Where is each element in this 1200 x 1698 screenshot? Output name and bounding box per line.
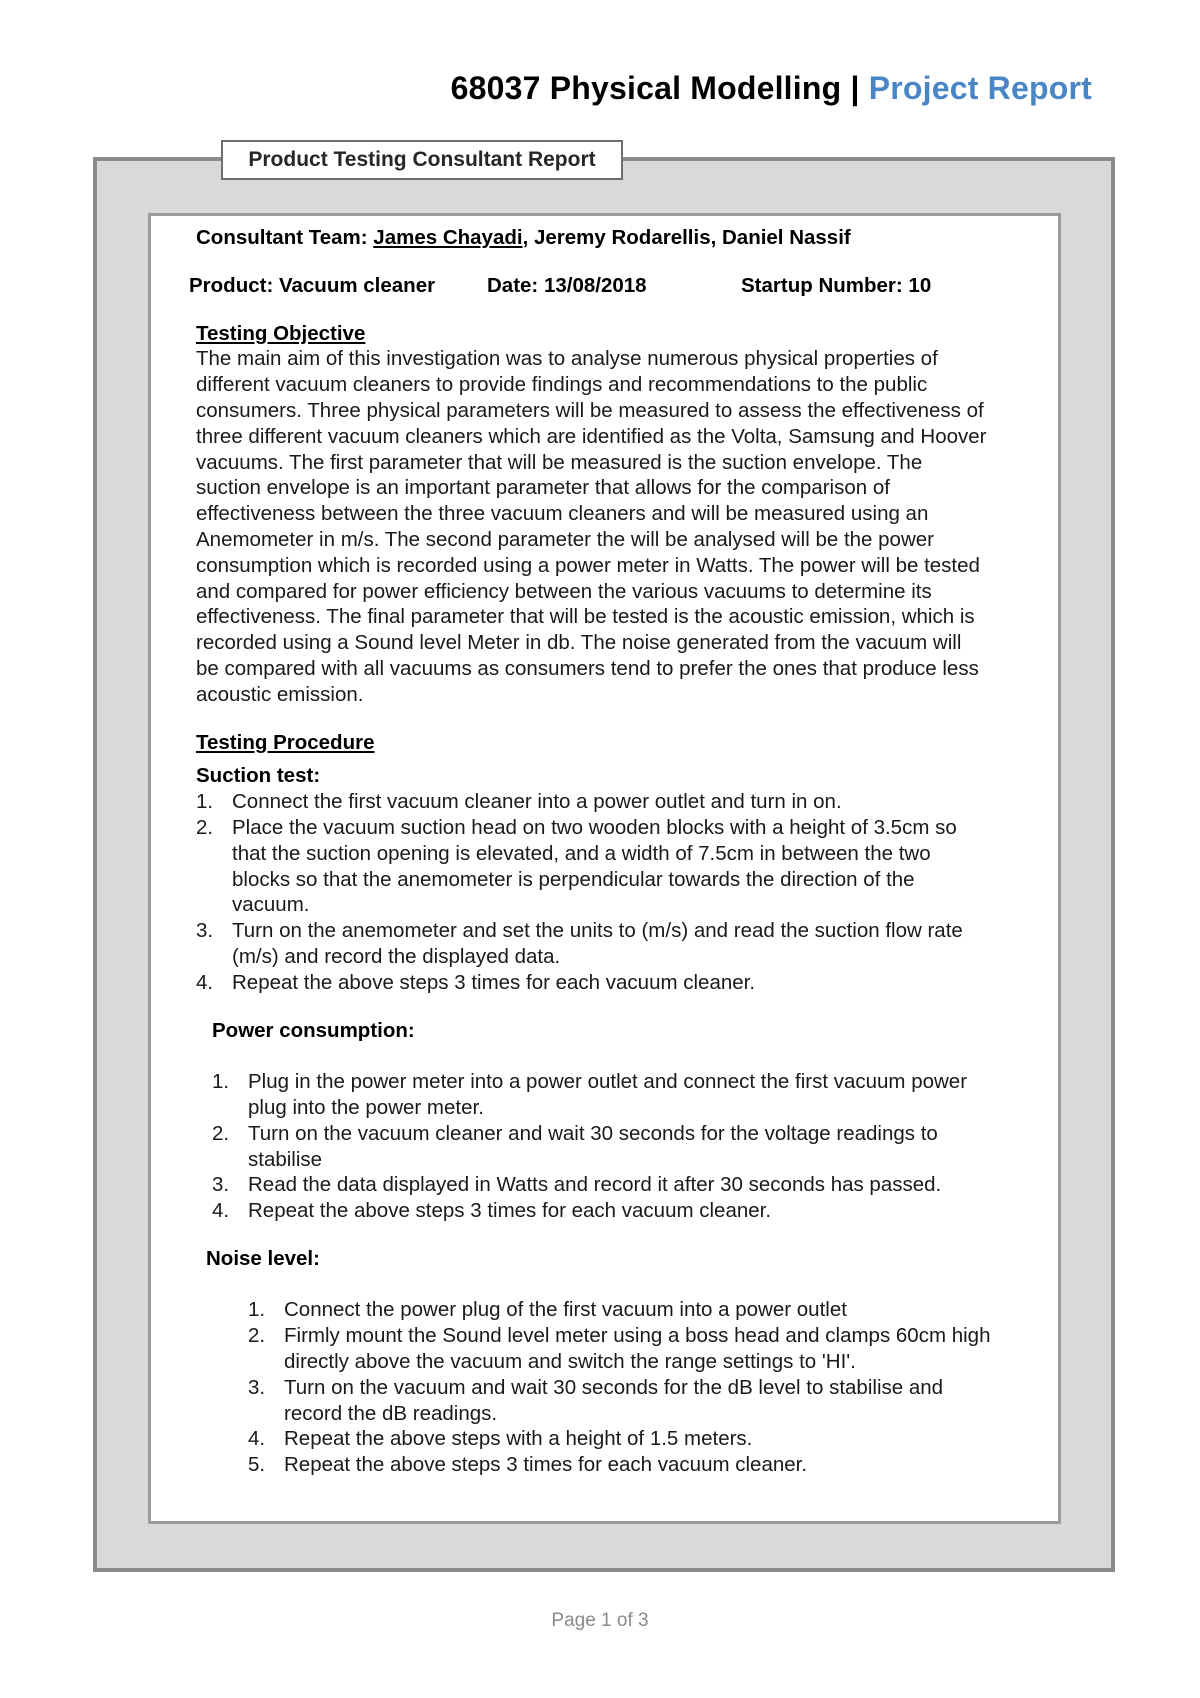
list-item-number: 1. <box>248 1298 266 1322</box>
power-consumption-title: Power consumption: <box>212 1018 415 1042</box>
suction-test-steps <box>196 789 1066 995</box>
list-item <box>248 1375 1066 1427</box>
list-item-number: 4. <box>212 1199 230 1223</box>
team-label: Consultant Team: <box>196 226 374 249</box>
list-item <box>248 1426 1066 1452</box>
team-member-1: James Chayadi <box>373 226 523 249</box>
header-title-accent: Project Report <box>868 70 1092 106</box>
list-item-text: Repeat the above steps 3 times for each vacuum cleaner. <box>284 1453 808 1477</box>
list-item-text: Turn on the anemometer and set the units to (m/s) and read the suction flow rate <box>232 919 963 943</box>
objective-line: recorded using a Sound level Meter in db. The noise generated from the vacuum will <box>196 631 962 655</box>
objective-line: different vacuum cleaners to provide findings and recommendations to the public <box>196 373 928 397</box>
product-meta-row <box>189 273 1066 299</box>
list-item-number: 3. <box>248 1375 266 1399</box>
list-item <box>196 918 1066 970</box>
list-item-text: Place the vacuum suction head on two wooden blocks with a height of 3.5cm so <box>232 815 957 839</box>
objective-line: effectiveness. The final parameter that will be tested is the acoustic emission, which is <box>196 605 975 629</box>
list-item-text: vacuum. <box>232 893 310 917</box>
list-item-text: plug into the power meter. <box>248 1095 484 1119</box>
testing-objective-heading: Testing Objective <box>196 321 366 345</box>
list-item-text: blocks so that the anemometer is perpendicular towards the direction of the <box>232 867 915 891</box>
list-item-text: Read the data displayed in Watts and record it after 30 seconds has passed. <box>248 1173 942 1197</box>
objective-line: Anemometer in m/s. The second parameter the will be analysed will be the power <box>196 527 934 551</box>
objective-line: consumption which is recorded using a power meter in Watts. The power will be tested <box>196 553 980 577</box>
list-item-text: record the dB readings. <box>284 1401 498 1425</box>
page-footer: Page 1 of 3 <box>551 1610 649 1631</box>
list-item-text: Repeat the above steps 3 times for each vacuum cleaner. <box>248 1199 772 1223</box>
list-item-text: Firmly mount the Sound level meter using a boss head and clamps 60cm high <box>284 1324 991 1348</box>
list-item-text: directly above the vacuum and switch the range settings to 'HI'. <box>284 1350 856 1374</box>
list-item-number: 4. <box>248 1427 266 1451</box>
list-item-number: 3. <box>212 1173 230 1197</box>
consultant-team-row <box>196 225 1066 251</box>
startup-number-field: Startup Number: 10 <box>741 273 932 297</box>
list-item-text: Turn on the vacuum and wait 30 seconds for the dB level to stabilise and <box>284 1375 944 1399</box>
list-item-number: 2. <box>196 815 214 839</box>
objective-line: acoustic emission. <box>196 682 364 706</box>
objective-line: and compared for power efficiency between the various vacuums to determine its <box>196 579 932 603</box>
list-item-text: Connect the power plug of the first vacuum into a power outlet <box>284 1298 847 1322</box>
list-item <box>212 1069 1066 1121</box>
list-item <box>248 1452 1066 1478</box>
noise-level-steps <box>248 1297 1066 1478</box>
list-item <box>212 1121 1066 1173</box>
power-consumption-section <box>212 1018 1066 1224</box>
header-title-main: 68037 Physical Modelling | <box>450 70 869 106</box>
list-item <box>248 1297 1066 1323</box>
page-header-title <box>451 70 1092 107</box>
list-item-number: 3. <box>196 919 214 943</box>
date-field: Date: 13/08/2018 <box>487 273 647 297</box>
testing-procedure-heading: Testing Procedure <box>196 730 375 754</box>
testing-objective-paragraph <box>196 346 1066 707</box>
objective-line: vacuums. The first parameter that will be measured is the suction envelope. The <box>196 450 923 474</box>
list-item-number: 2. <box>248 1324 266 1348</box>
list-item-text: stabilise <box>248 1147 323 1171</box>
objective-line: be compared with all vacuums as consumers tend to prefer the ones that produce less <box>196 656 979 680</box>
noise-level-title: Noise level: <box>206 1246 320 1270</box>
list-item <box>248 1323 1066 1375</box>
list-item-text: Connect the first vacuum cleaner into a power outlet and turn in on. <box>232 790 842 814</box>
list-item <box>212 1198 1066 1224</box>
suction-test-title: Suction test: <box>196 764 321 788</box>
objective-line: three different vacuum cleaners which are identified as the Volta, Samsung and Hoover <box>196 424 987 448</box>
list-item-text: Repeat the above steps with a height of 1.5 meters. <box>284 1427 753 1451</box>
team-members-rest: , Jeremy Rodarellis, Daniel Nassif <box>522 226 851 249</box>
objective-line: consumers. Three physical parameters will be measured to assess the effectiveness of <box>196 398 984 422</box>
product-field: Product: Vacuum cleaner <box>189 273 436 297</box>
list-item-text: Plug in the power meter into a power outlet and connect the first vacuum power <box>248 1070 968 1094</box>
list-item <box>196 970 1066 996</box>
list-item <box>196 789 1066 815</box>
list-item-text: that the suction opening is elevated, and a width of 7.5cm in between the two <box>232 841 931 865</box>
report-content <box>189 225 1066 1478</box>
section-tab-label: Product Testing Consultant Report <box>221 140 623 180</box>
noise-level-section <box>206 1246 1066 1478</box>
list-item-text: Turn on the vacuum cleaner and wait 30 seconds for the voltage readings to <box>248 1121 938 1145</box>
objective-line: effectiveness between the three vacuum cleaners and will be measured using an <box>196 502 929 526</box>
power-consumption-steps <box>212 1069 1066 1224</box>
objective-line: The main aim of this investigation was to analyse numerous physical properties of <box>196 347 938 371</box>
list-item <box>196 815 1066 918</box>
list-item-number: 1. <box>212 1070 230 1094</box>
list-item-text: (m/s) and record the displayed data. <box>232 944 561 968</box>
list-item-number: 4. <box>196 970 214 994</box>
list-item-number: 5. <box>248 1453 266 1477</box>
list-item-number: 2. <box>212 1121 230 1145</box>
list-item <box>212 1172 1066 1198</box>
list-item-text: Repeat the above steps 3 times for each vacuum cleaner. <box>232 970 756 994</box>
objective-line: suction envelope is an important parameter that allows for the comparison of <box>196 476 890 500</box>
list-item-number: 1. <box>196 790 214 814</box>
